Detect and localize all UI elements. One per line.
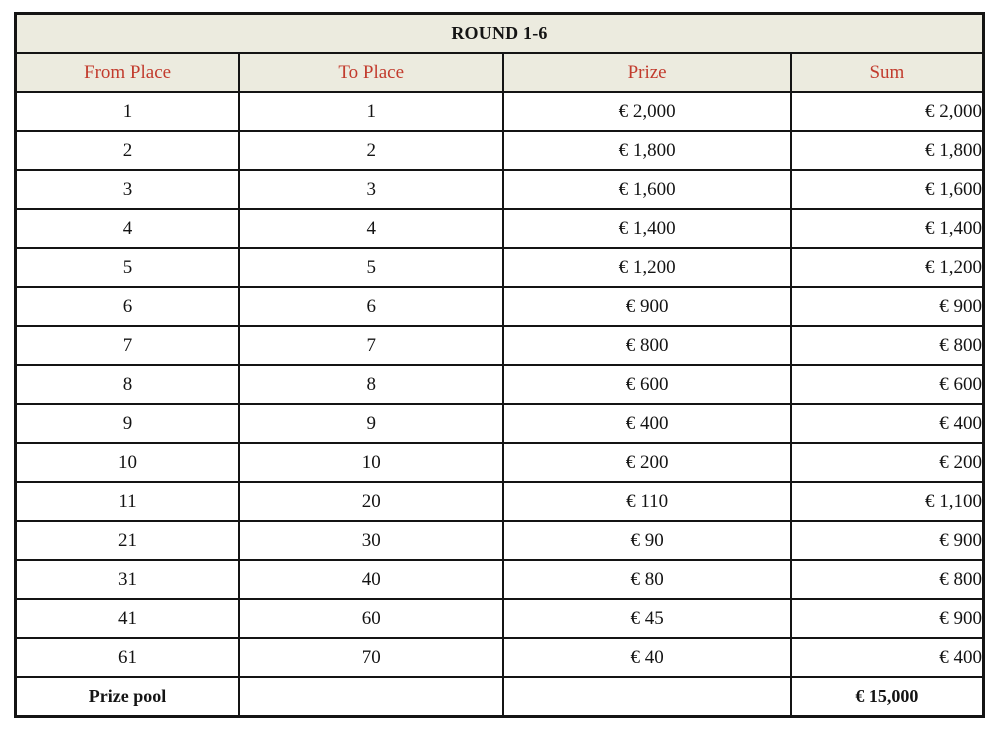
to-place-value: 7 <box>239 326 503 365</box>
table-row <box>16 92 984 131</box>
from-place-value: 5 <box>16 248 240 287</box>
to-place-value: 10 <box>239 443 503 482</box>
to-place-value: 20 <box>239 482 503 521</box>
to-place-value: 2 <box>239 131 503 170</box>
prize-value: € 110 <box>503 482 790 521</box>
sum-value: € 800 <box>791 326 984 365</box>
prize-value: € 1,600 <box>503 170 790 209</box>
table-row <box>16 638 984 677</box>
table-row <box>16 443 984 482</box>
prize-value: € 800 <box>503 326 790 365</box>
from-place-value: 10 <box>16 443 240 482</box>
sum-value: € 900 <box>791 599 984 638</box>
prize-value: € 1,200 <box>503 248 790 287</box>
column-header-prize: Prize <box>503 53 790 92</box>
sum-value: € 400 <box>791 404 984 443</box>
sum-value: € 1,800 <box>791 131 984 170</box>
table-row <box>16 209 984 248</box>
prize-value: € 900 <box>503 287 790 326</box>
from-place-value: 31 <box>16 560 240 599</box>
prize-value: € 1,800 <box>503 131 790 170</box>
table-row <box>16 521 984 560</box>
prize-value: € 600 <box>503 365 790 404</box>
from-place-value: 4 <box>16 209 240 248</box>
prize-pool-row <box>16 677 984 717</box>
table-row <box>16 326 984 365</box>
sum-value: € 1,600 <box>791 170 984 209</box>
from-place-value: 41 <box>16 599 240 638</box>
prize-value: € 45 <box>503 599 790 638</box>
column-header-to-place: To Place <box>239 53 503 92</box>
to-place-value: 6 <box>239 287 503 326</box>
prize-value: € 2,000 <box>503 92 790 131</box>
table-title-row <box>16 14 984 54</box>
from-place-value: 3 <box>16 170 240 209</box>
sum-value: € 600 <box>791 365 984 404</box>
sum-value: € 900 <box>791 287 984 326</box>
from-place-value: 8 <box>16 365 240 404</box>
sum-value: € 1,200 <box>791 248 984 287</box>
from-place-value: 7 <box>16 326 240 365</box>
table-row <box>16 599 984 638</box>
column-header-from-place: From Place <box>16 53 240 92</box>
prize-value: € 200 <box>503 443 790 482</box>
to-place-value: 40 <box>239 560 503 599</box>
sum-value: € 1,400 <box>791 209 984 248</box>
prize-value: € 90 <box>503 521 790 560</box>
table-row <box>16 560 984 599</box>
prize-structure-table <box>14 12 985 718</box>
table-row <box>16 248 984 287</box>
sum-value: € 2,000 <box>791 92 984 131</box>
to-place-value: 30 <box>239 521 503 560</box>
prize-value: € 80 <box>503 560 790 599</box>
prize-value: € 400 <box>503 404 790 443</box>
table-header-row <box>16 53 984 92</box>
sum-value: € 400 <box>791 638 984 677</box>
from-place-value: 21 <box>16 521 240 560</box>
column-header-sum: Sum <box>791 53 984 92</box>
from-place-value: 9 <box>16 404 240 443</box>
to-place-value: 9 <box>239 404 503 443</box>
to-place-value: 70 <box>239 638 503 677</box>
from-place-value: 61 <box>16 638 240 677</box>
table-row <box>16 131 984 170</box>
sum-value: € 1,100 <box>791 482 984 521</box>
prize-pool-label: Prize pool <box>16 677 240 717</box>
empty-cell <box>239 677 503 717</box>
from-place-value: 1 <box>16 92 240 131</box>
table-row <box>16 482 984 521</box>
table-row <box>16 365 984 404</box>
from-place-value: 2 <box>16 131 240 170</box>
from-place-value: 6 <box>16 287 240 326</box>
table-row <box>16 170 984 209</box>
empty-cell <box>503 677 790 717</box>
sum-value: € 900 <box>791 521 984 560</box>
prize-value: € 40 <box>503 638 790 677</box>
sum-value: € 800 <box>791 560 984 599</box>
from-place-value: 11 <box>16 482 240 521</box>
table-row <box>16 404 984 443</box>
to-place-value: 1 <box>239 92 503 131</box>
prize-pool-total: € 15,000 <box>791 677 984 717</box>
prize-value: € 1,400 <box>503 209 790 248</box>
to-place-value: 5 <box>239 248 503 287</box>
sum-value: € 200 <box>791 443 984 482</box>
to-place-value: 4 <box>239 209 503 248</box>
to-place-value: 8 <box>239 365 503 404</box>
to-place-value: 3 <box>239 170 503 209</box>
to-place-value: 60 <box>239 599 503 638</box>
table-title: ROUND 1-6 <box>16 14 984 54</box>
table-row <box>16 287 984 326</box>
